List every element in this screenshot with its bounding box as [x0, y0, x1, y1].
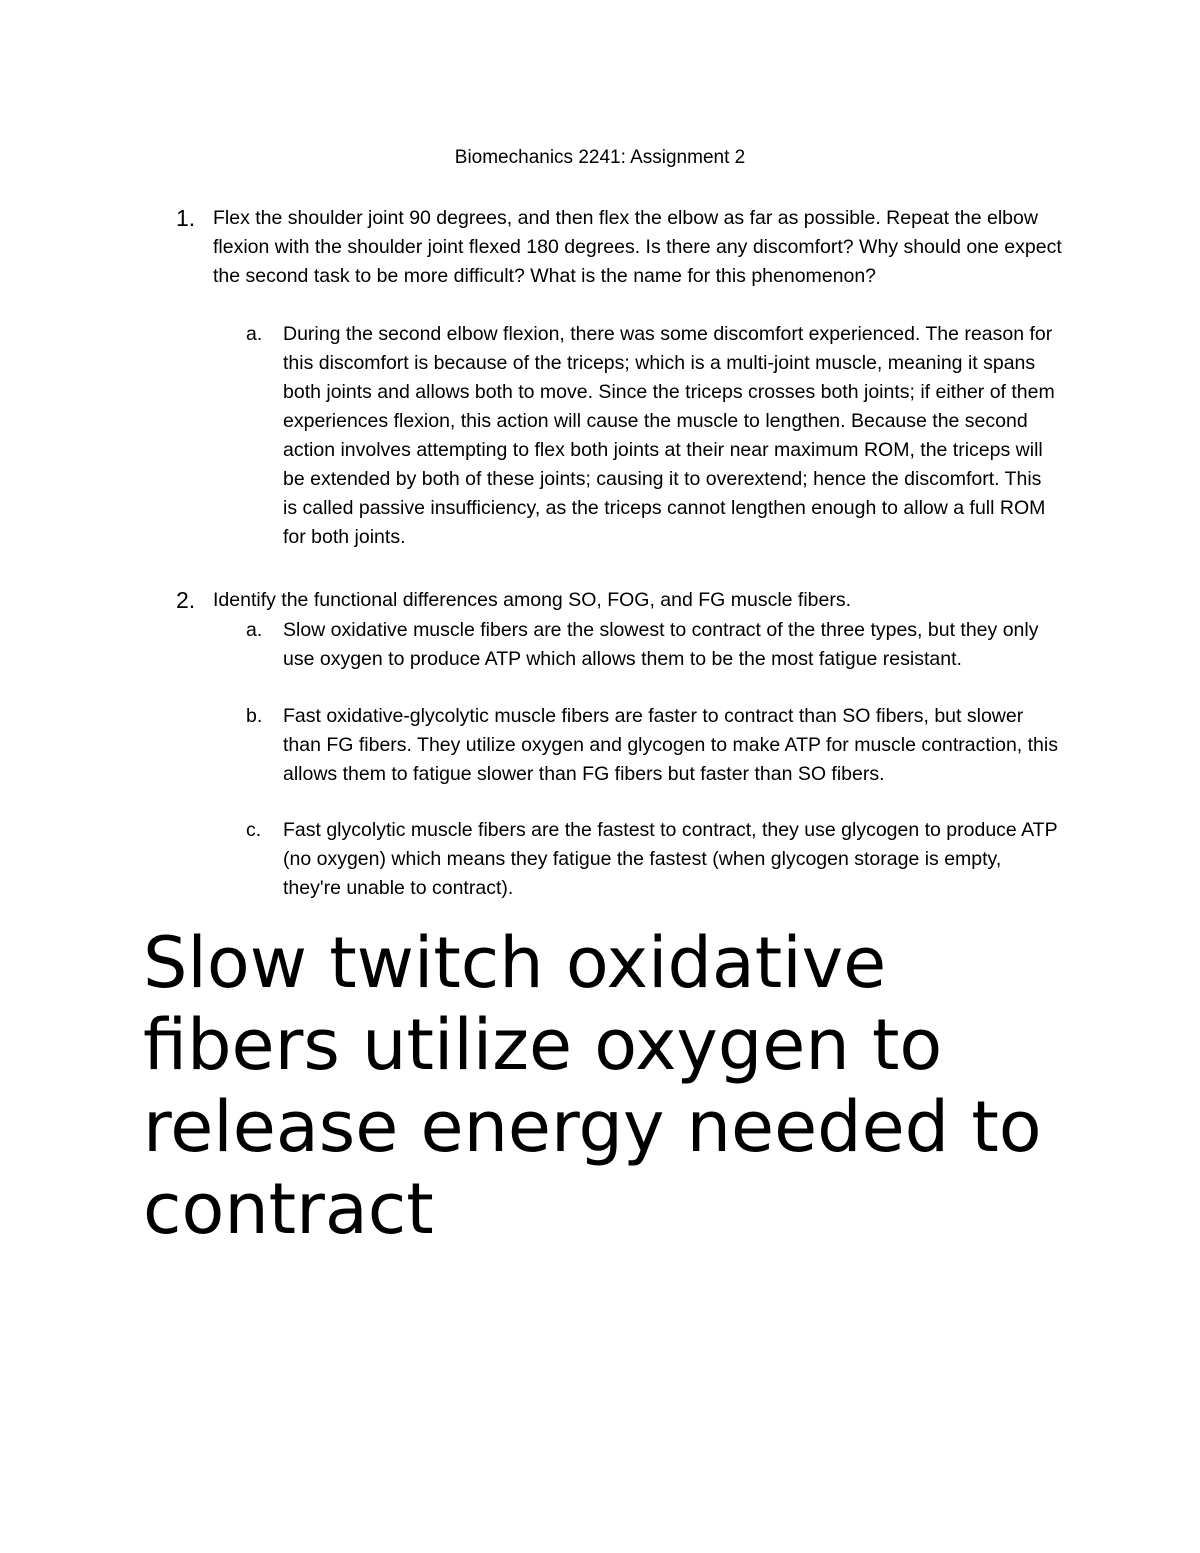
- answer-letter: a.: [246, 323, 263, 345]
- answer-text: Slow oxidative muscle fibers are the slowest to contract of the three types, but they only use oxygen to produce ATP which allows them to be the most fatigue resistant.: [283, 619, 1039, 670]
- answer-letter: a.: [246, 619, 263, 641]
- large-overlay-text: Slow twitch oxidative fibers utilize oxygen to release energy needed to contract: [143, 922, 1042, 1250]
- answer-text: Fast oxidative-glycolytic muscle fibers are faster to contract than SO fibers, but slower than FG fibers. They utilize oxygen and glycogen to make ATP for muscle contraction, this allows them to fatigue slower than FG fibers but faster than SO fibers.: [283, 705, 1058, 785]
- answer-letter: b.: [246, 705, 263, 727]
- document-title: Biomechanics 2241: Assignment 2: [454, 147, 746, 168]
- question-number: 1.: [176, 205, 196, 231]
- answer-letter: c.: [246, 819, 262, 841]
- question-text: Flex the shoulder joint 90 degrees, and then flex the elbow as far as possible. Repeat the elbow flexion with the shoulder joint flexed 180 degrees. Is there any discomfort? Why should one expect the second task to be more difficult? What is the name for this phenomenon?: [213, 207, 1062, 287]
- question-number: 2.: [176, 587, 196, 613]
- question-text: Identify the functional differences among SO, FOG, and FG muscle fibers.: [213, 589, 852, 611]
- answer-text: Fast glycolytic muscle fibers are the fastest to contract, they use glycogen to produce ATP (no oxygen) which means they fatigue the fastest (when glycogen storage is empty, they're unable to contract).: [283, 819, 1058, 899]
- answer-text: During the second elbow flexion, there was some discomfort experienced. The reason for this discomfort is because of the triceps; which is a multi-joint muscle, meaning it spans both joints and allows both to move. Since the triceps crosses both joints; if either of them experiences flexion, this action will cause the muscle to lengthen. Because the second action involves attempting to flex both joints at their near maximum ROM, the triceps will be extended by both of these joints; causing it to overextend; hence the discomfort. This is called passive insufficiency, as the triceps cannot lengthen enough to allow a full ROM for both joints.: [283, 323, 1055, 548]
